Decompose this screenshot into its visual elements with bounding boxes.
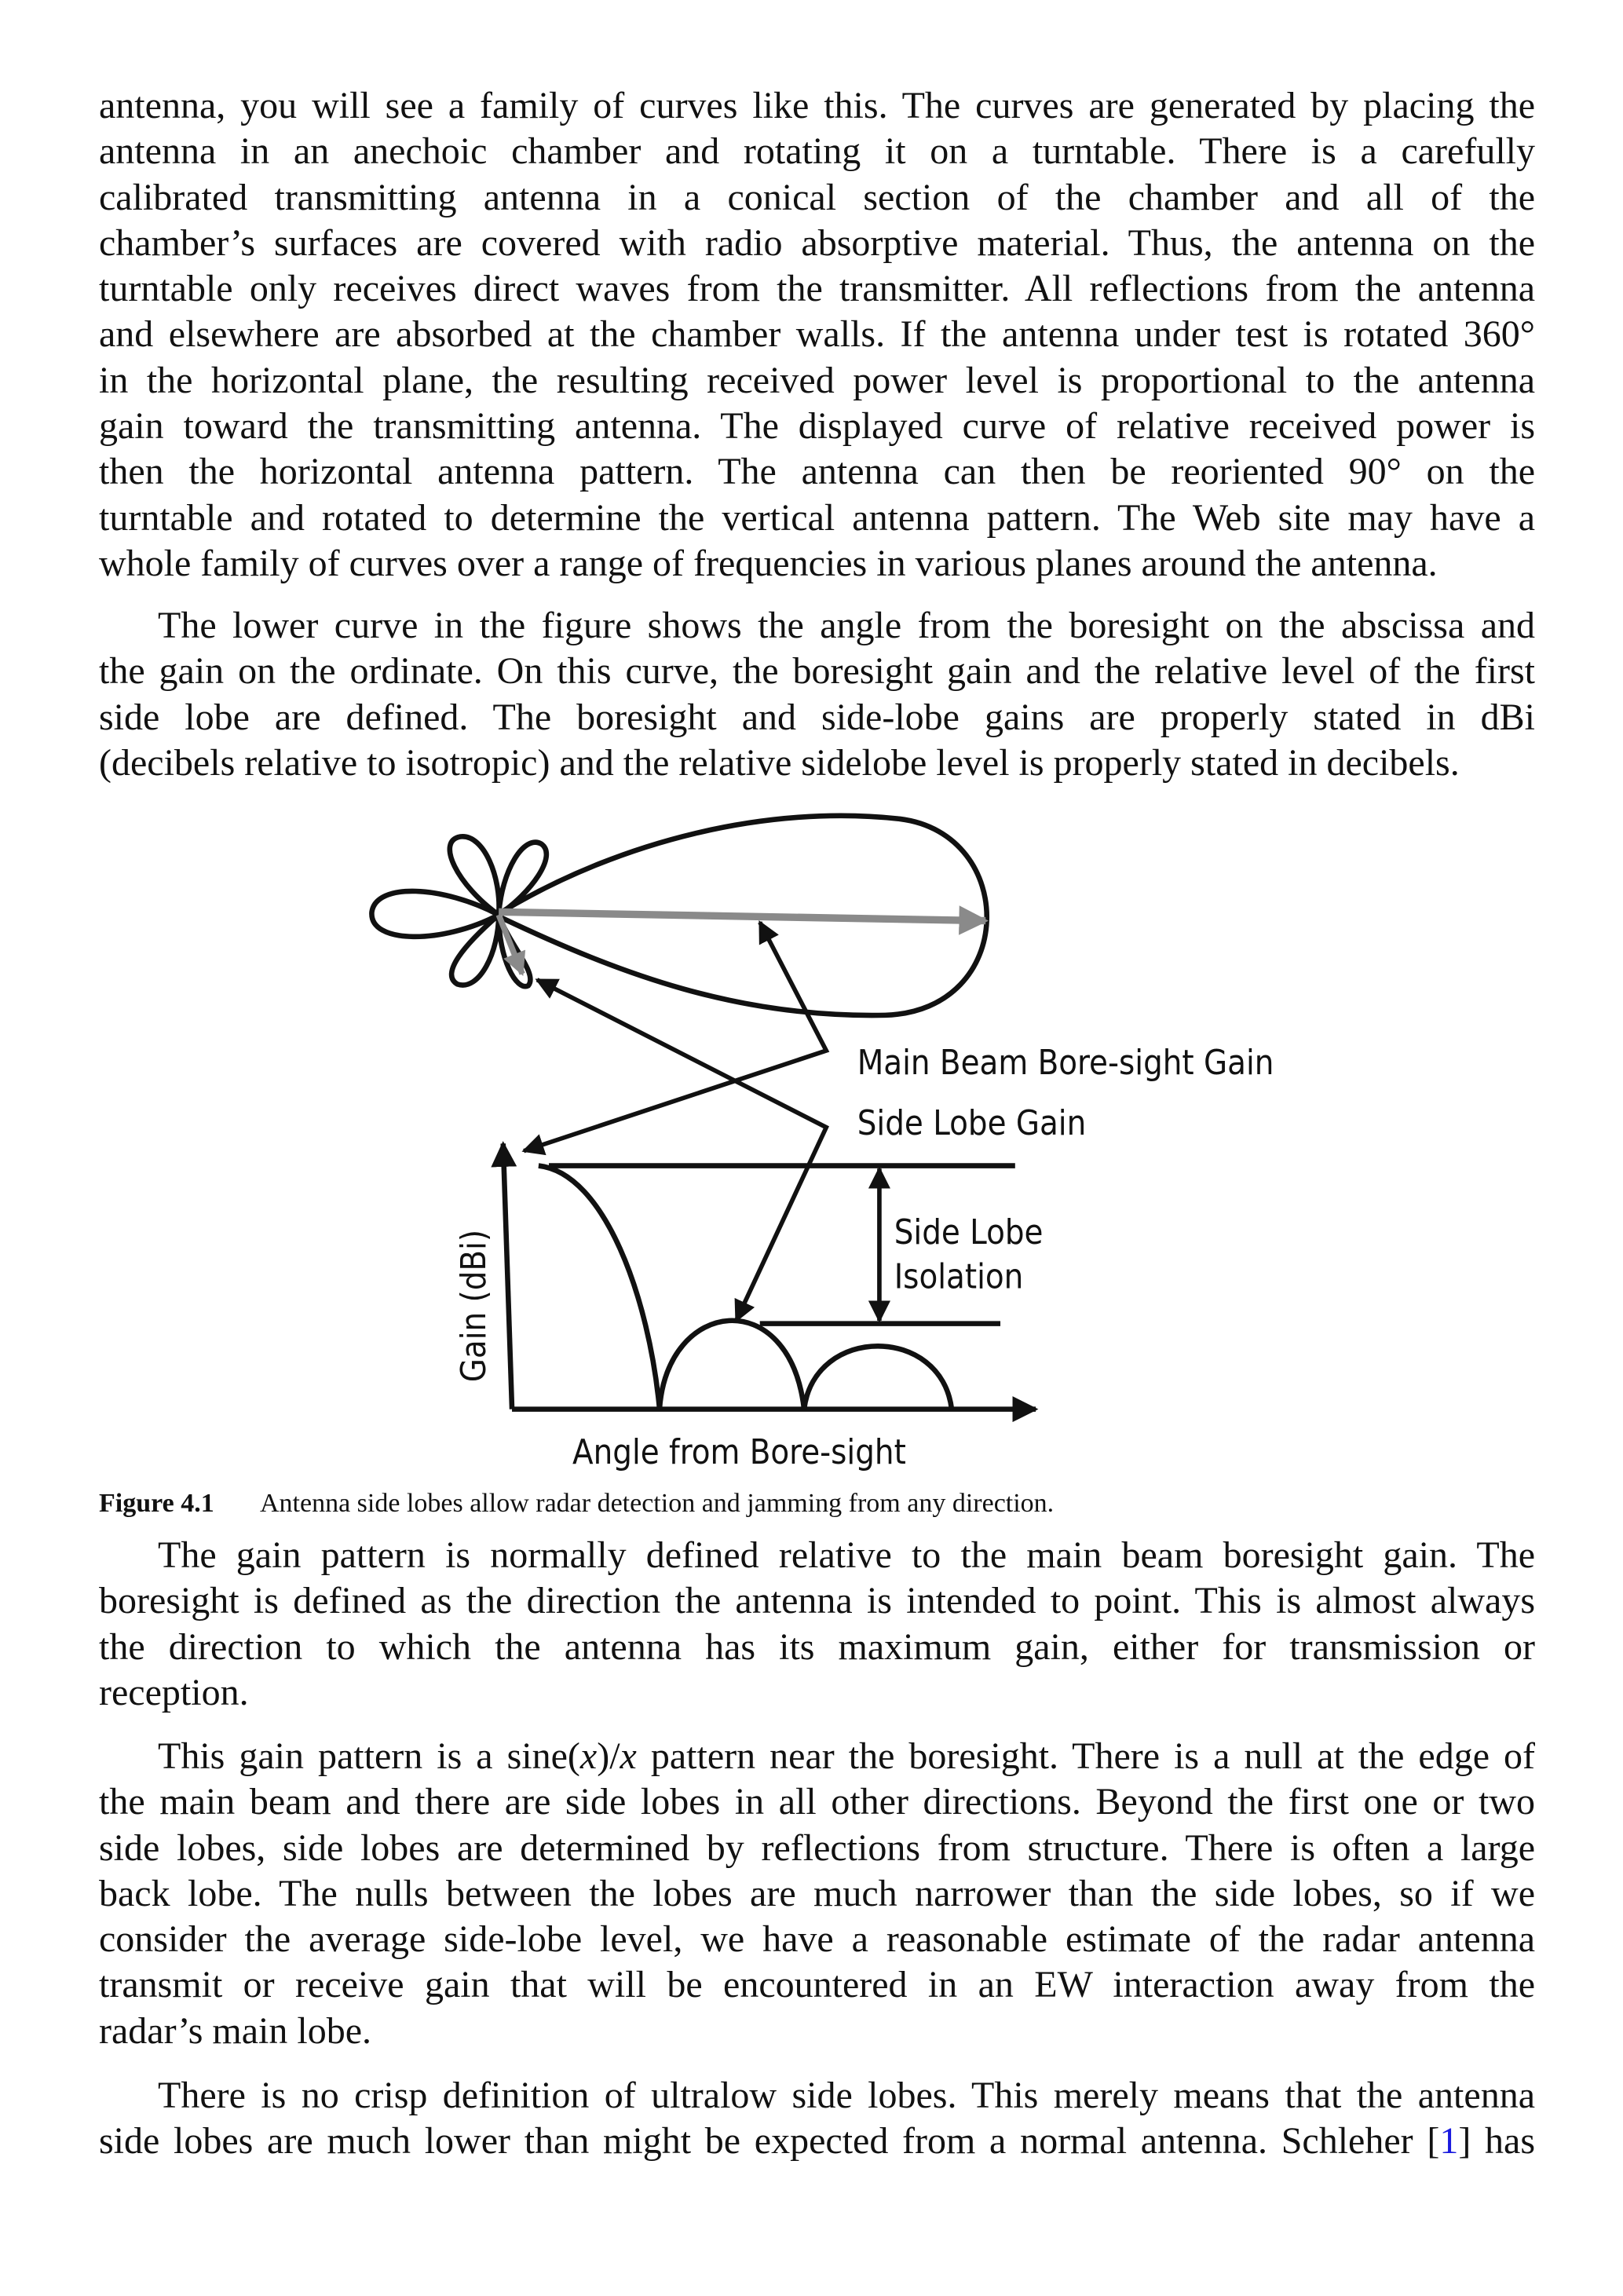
text-line: and elsewhere are absorbed at the chamber walls. If the antenna under test is rotated 360° xyxy=(99,313,1535,356)
side-lobe-upper-right xyxy=(499,843,546,915)
text-line: the direction to which the antenna has its maximum gain, either for transmission or xyxy=(99,1625,1535,1668)
main-beam-label: Main Beam Bore-sight Gain xyxy=(857,1044,1274,1084)
y-axis-label: Gain (dBi) xyxy=(455,1229,495,1383)
text-line: whole family of curves over a range of frequencies in various planes around the antenna. xyxy=(99,542,1438,584)
text-line: The gain pattern is normally defined relative to the main beam boresight gain. The xyxy=(158,1534,1535,1576)
text-line: calibrated transmitting antenna in a conical section of the chamber and all of the xyxy=(99,176,1535,218)
figure-number: Figure 4.1 xyxy=(99,1489,214,1518)
text-line: in the horizontal plane, the resulting received power level is proportional to the antenna xyxy=(99,359,1535,401)
text-line: antenna in an anechoic chamber and rotating it on a turntable. There is a carefully xyxy=(99,130,1535,173)
boresight-arrow xyxy=(499,912,985,920)
main-beam-curve xyxy=(539,1166,660,1409)
text-segment: )/ xyxy=(597,1735,620,1777)
figure-caption xyxy=(99,1489,1054,1519)
text-line xyxy=(99,1734,1535,1779)
paragraph-5 xyxy=(99,2073,1535,2165)
reference-link[interactable]: 1 xyxy=(1439,2120,1459,2163)
text-line: chamber’s surfaces are covered with radio absorptive material. Thus, the antenna on the xyxy=(99,221,1535,264)
text-line: turntable and rotated to determine the vertical antenna pattern. The Web site may have a xyxy=(99,496,1535,539)
text-line: side lobe are defined. The boresight and side-lobe gains are properly stated in dBi xyxy=(99,696,1535,738)
text-line: the main beam and there are side lobes in all other directions. Beyond the first one or two xyxy=(99,1781,1535,1823)
first-side-lobe xyxy=(660,1321,804,1409)
text-line: radar’s main lobe. xyxy=(99,2009,371,2052)
text-line: then the horizontal antenna pattern. The antenna can then be reoriented 90° on the xyxy=(99,451,1535,493)
paragraph-4 xyxy=(99,1734,1535,2054)
text-line xyxy=(99,2119,1535,2164)
text-line: antenna, you will see a family of curves like this. The curves are generated by placing the xyxy=(99,85,1535,126)
text-segment: This gain pattern is a sine( xyxy=(158,1735,580,1777)
text-line: transmit or receive gain that will be encountered in an EW interaction away from the xyxy=(99,1964,1535,2006)
caption-text: Antenna side lobes allow radar detection and jamming from any direction. xyxy=(260,1489,1055,1518)
x-axis-label: Angle from Bore-sight xyxy=(572,1433,906,1473)
text-line: There is no crisp definition of ultralow side lobes. This merely means that the antenna xyxy=(158,2075,1535,2116)
text-line: the gain on the ordinate. On this curve, the boresight gain and the relative level of the first xyxy=(99,650,1535,693)
isolation-label-line2: Isolation xyxy=(894,1257,1024,1297)
text-line: boresight is defined as the direction the antenna is intended to point. This is almost always xyxy=(99,1580,1535,1622)
isolation-label-line1: Side Lobe xyxy=(894,1213,1044,1253)
text-segment: x xyxy=(620,1735,637,1777)
text-segment: x xyxy=(579,1735,598,1777)
y-axis xyxy=(503,1143,512,1409)
text-segment: pattern near the boresight. There is a null at the edge of xyxy=(636,1735,1535,1777)
text-line: back lobe. The nulls between the lobes are much narrower than the side lobes, so if we xyxy=(99,1872,1535,1914)
text-line: gain toward the transmitting antenna. The displayed curve of relative received power is xyxy=(99,405,1535,448)
text-line: reception. xyxy=(99,1671,249,1713)
text-line: side lobes, side lobes are determined by reflections from structure. There is often a large xyxy=(99,1826,1535,1869)
second-side-lobe xyxy=(804,1346,952,1409)
text-line: The lower curve in the figure shows the angle from the boresight on the abscissa and xyxy=(158,605,1535,646)
text-line: consider the average side-lobe level, we have a reasonable estimate of the radar antenna xyxy=(99,1918,1535,1961)
text-line: turntable only receives direct waves from the transmitter. All reflections from the antenna xyxy=(99,268,1535,310)
text-line: (decibels relative to isotropic) and the relative sidelobe level is properly stated in decibels. xyxy=(99,741,1460,784)
main-beam-pointer xyxy=(524,922,826,1150)
text-segment: side lobes are much lower than might be expected from a normal antenna. Schleher [ xyxy=(99,2120,1440,2163)
text-segment: ] has xyxy=(1458,2120,1536,2163)
side-lobe-gain-label: Side Lobe Gain xyxy=(857,1104,1087,1144)
side-lobe-pointer xyxy=(537,980,826,1321)
paragraph-3 xyxy=(99,1533,1535,1716)
